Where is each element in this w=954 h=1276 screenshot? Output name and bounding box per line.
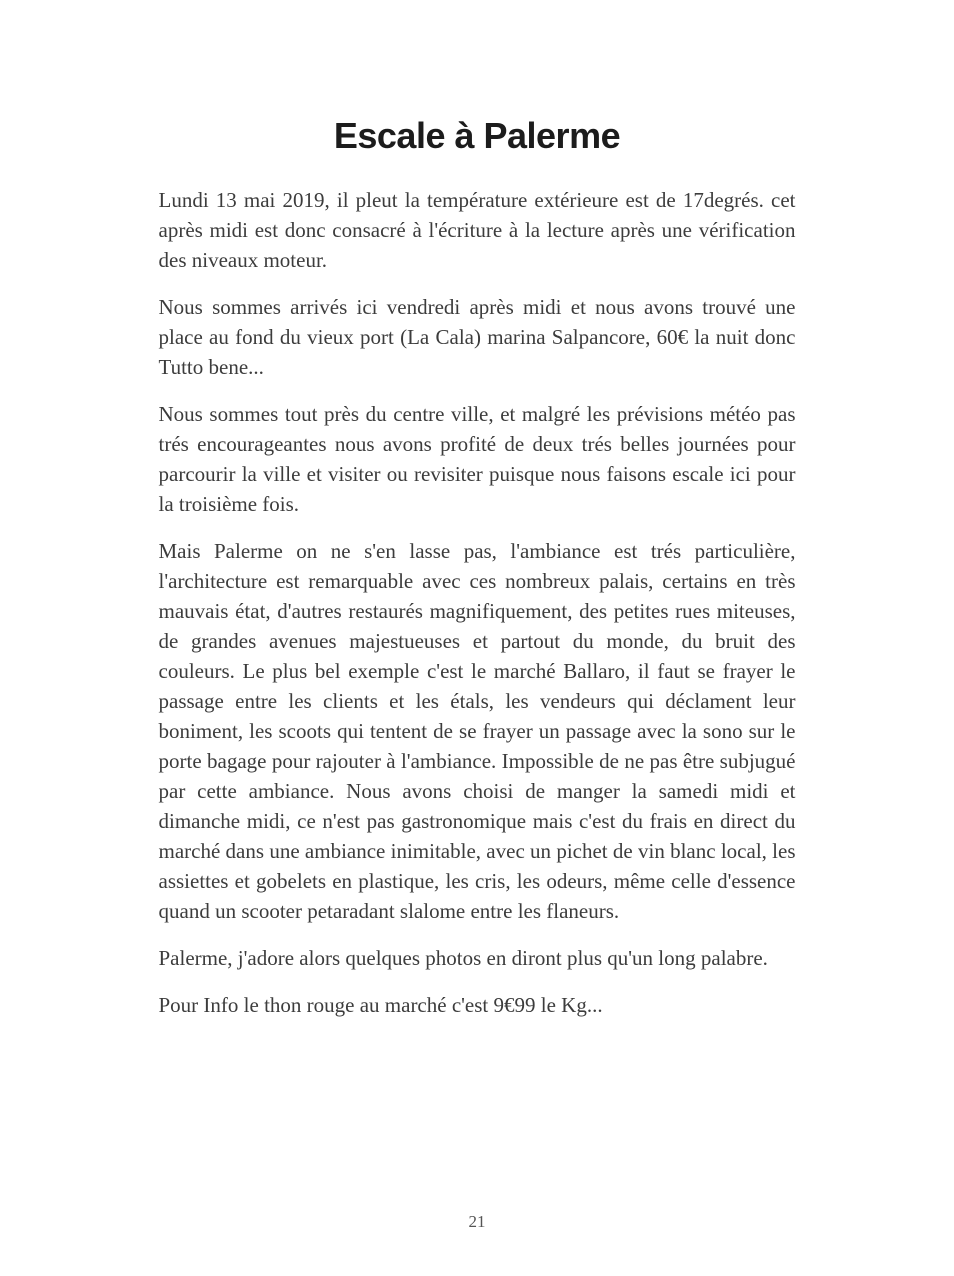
paragraph-arrival: Nous sommes arrivés ici vendredi après midi et nous avons trouvé une place au fond du vieux port (La Cala) marina Salpancore, 60€ la nuit donc Tutto bene... [158,295,796,379]
page-title: Escale à Palerme [333,115,621,156]
paragraph-palerme-ambiance: Mais Palerme on ne s'en lasse pas, l'ambiance est trés particulière, l'architecture est remarquable avec ces nombreux palais, certains en très mauvais état, d'autres restaurés magnifiquement, des petites rues miteuses, de grandes avenues majestueuses et partout du monde, du bruit des couleurs. Le plus bel exemple c'est le marché Ballaro, il faut se frayer le passage entre les clients et les étals, les vendeurs qui déclament leur boniment, les scoots qui tentent de se frayer un passage avec la sono sur le porte bagage pour rajouter à l'ambiance. Impossible de ne pas être subjugué par cette ambiance. Nous avons choisi de manger la samedi midi et dimanche midi, ce n'est pas gastronomique mais c'est du frais en direct du marché dans une ambiance inimitable, avec un pichet de vin blanc local, les assiettes et gobelets en plastique, les cris, les odeurs, même celle d'essence quand un scooter petaradant slalome entre les flaneurs. [158,539,796,923]
paragraph-centre-ville: Nous sommes tout près du centre ville, et malgré les prévisions météo pas trés encourageantes nous avons profité de deux trés belles journées pour parcourir la ville et visiter ou revisiter puisque nous faisons escale ici pour la troisième fois. [158,402,796,516]
document-body [159,185,796,1020]
paragraph-date-intro: Lundi 13 mai 2019, il pleut la température extérieure est de 17degrés. cet après midi est donc consacré à l'écriture à la lecture après une vérification des niveaux moteur. [158,188,796,272]
paragraph-photos: Palerme, j'adore alors quelques photos en diront plus qu'un long palabre. [158,946,768,970]
paragraph-thon-rouge: Pour Info le thon rouge au marché c'est 9€99 le Kg... [158,993,603,1017]
page-number: 21 [468,1212,486,1231]
